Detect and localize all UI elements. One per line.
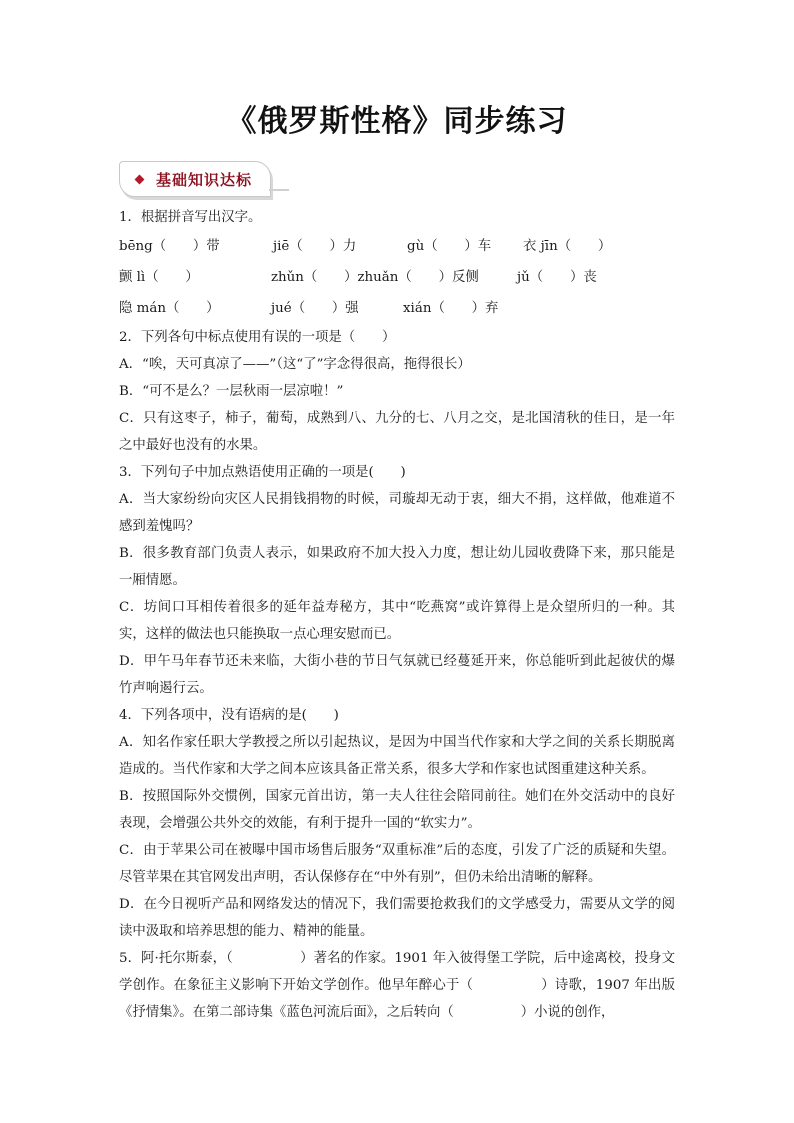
pinyin-blank: 颤 lì（ ） [119,270,199,285]
pinyin-blank: 衣 jīn（ ） [523,239,612,254]
question-3-stem: 3．下列句子中加点熟语使用正确的一项是( ) [119,465,406,480]
pinyin-blank: gù（ ）车 [407,239,492,254]
pinyin-blank: jǔ（ ）丧 [517,270,597,285]
question-4-option-d: D．在今日视听产品和网络发达的情况下，我们需要抢救我们的文学感受力，需要从文学的阅读中汲取和培养思想的能力、精神的能量。 [119,897,675,939]
question-3-option-b: B．很多教育部门负责人表示，如果政府不加大投入力度，想让幼儿园收费降下来，那只能是一厢情愿。 [119,546,675,588]
banner-underline [269,189,289,191]
question-4-option-a: A．知名作家任职大学教授之所以引起热议，是因为中国当代作家和大学之间的关系长期脱离造成的。当代作家和大学之间本应该具备正常关系，很多大学和作家也试图重建这种关系。 [119,735,675,777]
page-title: 《俄罗斯性格》同步练习 [226,104,568,139]
pinyin-blank: zhǔn（ ）zhuǎn（ ）反侧 [271,270,479,285]
question-2-option-c: C．只有这枣子，柿子，葡萄，成熟到八、九分的七、八月之交，是北国清秋的佳日，是一年之中最好也没有的水果。 [119,411,675,453]
pinyin-blank: jiē（ ）力 [273,239,357,254]
question-4-stem: 4．下列各项中，没有语病的是( ) [119,708,339,723]
diamond-bullet-icon [135,174,145,184]
pinyin-blank: jué（ ）强 [271,301,359,316]
pinyin-blank: xián（ ）弃 [403,301,499,316]
question-4-option-c: C．由于苹果公司在被曝中国市场售后服务“双重标准”后的态度，引发了广泛的质疑和失望。尽管苹果在其官网发出声明，否认保修存在“中外有别”，但仍未给出清晰的解释。 [119,843,675,885]
question-1-row-2 [119,262,675,293]
question-1-row-3 [119,293,675,324]
pinyin-blank: 隐 mán（ ） [119,301,220,316]
question-5-stem: 5．阿·托尔斯泰，（ ）著名的作家。1901 年入彼得堡工学院，后中途离校，投身文学创作。在象征主义影响下开始文学创作。他早年醉心于（ ）诗歌，1907 年出版《抒情集》。在第二部诗集《蓝色河流后面》，之后转向（ ）小说的创作， [119,951,675,1020]
section-label: 基础知识达标 [156,170,253,189]
question-4-option-b: B．按照国际外交惯例，国家元首出访，第一夫人往往会陪同前往。她们在外交活动中的良好表现，会增强公共外交的效能，有利于提升一国的“软实力”。 [119,789,675,831]
section-banner [119,161,271,197]
question-1-row-1 [119,231,675,262]
question-1-stem: 1．根据拼音写出汉字。 [119,210,262,225]
question-2-stem: 2．下列各句中标点使用有误的一项是（ ） [119,330,396,345]
question-3-option-c: C．坊间口耳相传着很多的延年益寿秘方，其中“吃燕窝”或许算得上是众望所归的一种。其实，这样的做法也只能换取一点心理安慰而已。 [119,600,675,642]
question-2-option-a: A．“唉，天可真凉了——”（这“了”字念得很高，拖得很长） [119,357,471,372]
exercise-content [119,204,675,1026]
pinyin-blank: bēng（ ）带 [119,239,220,254]
question-2-option-b: B．“可不是么？一层秋雨一层凉啦！” [119,384,344,399]
question-3-option-d: D．甲午马年春节还未来临，大街小巷的节日气氛就已经蔓延开来，你总能听到此起彼伏的爆竹声响遏行云。 [119,654,675,696]
question-3-option-a: A．当大家纷纷向灾区人民捐钱捐物的时候，司璇却无动于衷，细大不捐，这样做，他难道不感到羞愧吗？ [119,492,675,534]
